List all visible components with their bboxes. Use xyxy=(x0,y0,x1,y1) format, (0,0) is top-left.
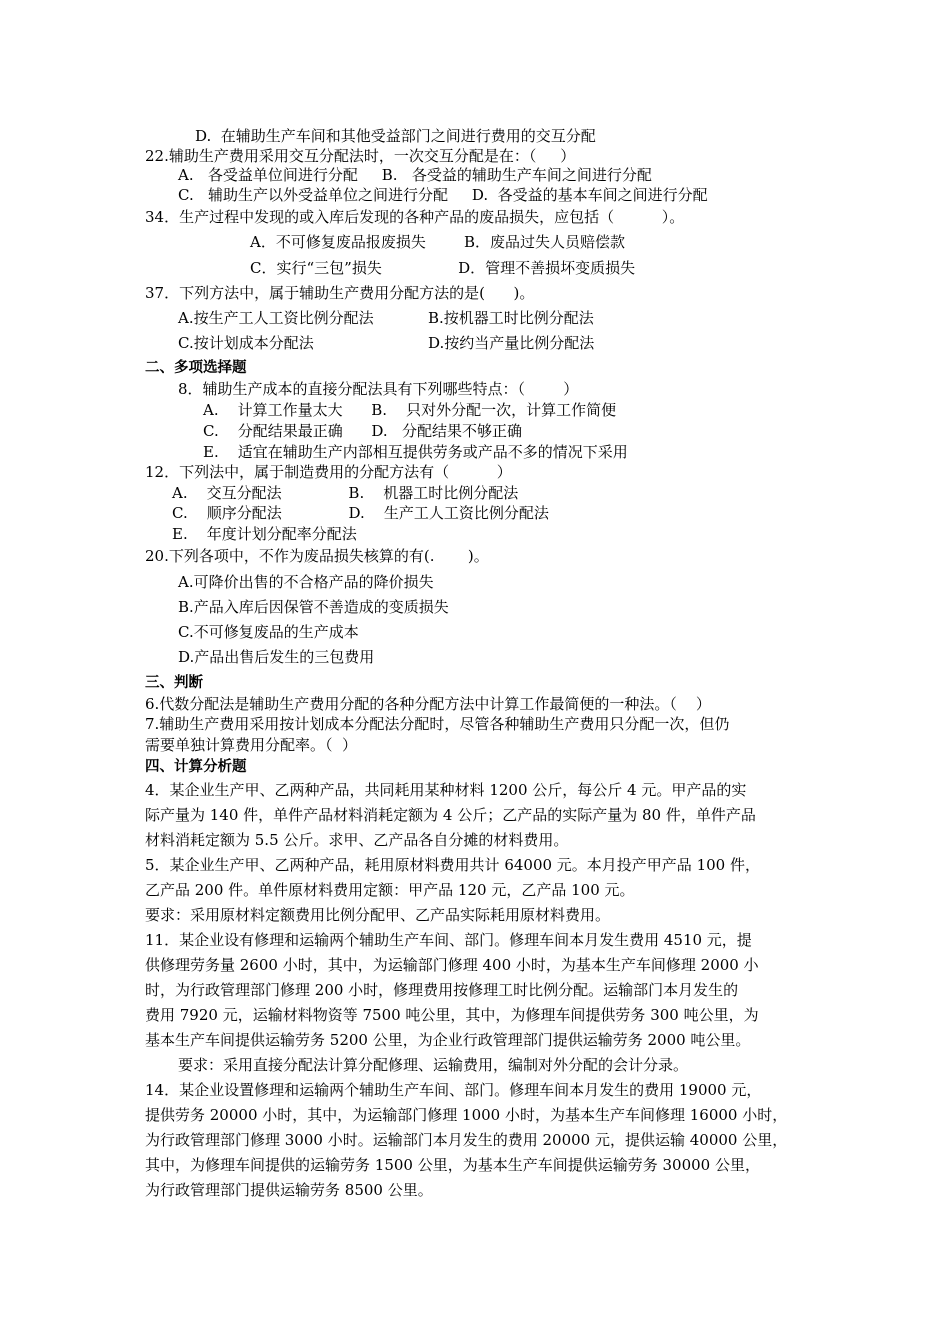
option-line: C. 分配结果最正确 D. 分配结果不够正确 xyxy=(203,422,522,440)
option-line: E. 年度计划分配率分配法 xyxy=(172,525,357,543)
question-line: 22.辅助生产费用采用交互分配法时，一次交互分配是在：（ ） xyxy=(145,147,576,165)
question-line: 20.下列各项中，不作为废品损失核算的有(. )。 xyxy=(145,547,489,565)
option-line: B.产品入库后因保管不善造成的变质损失 xyxy=(178,598,449,616)
option-line: C．实行“三包”损失 D．管理不善损坏变质损失 xyxy=(250,259,636,277)
option-line: C. 辅助生产以外受益单位之间进行分配 D. 各受益的基本车间之间进行分配 xyxy=(178,186,708,204)
paragraph-line: 供修理劳务量 2600 小时，其中，为运输部门修理 400 小时，为基本生产车间修理 2000 小 xyxy=(145,956,759,974)
option-line: C. 顺序分配法 D. 生产工人工资比例分配法 xyxy=(172,504,549,522)
option-line: A. 各受益单位间进行分配 B. 各受益的辅助生产车间之间进行分配 xyxy=(178,166,652,184)
question-line: 7.辅助生产费用采用按计划成本分配法分配时，尽管各种辅助生产费用只分配一次，但仍 xyxy=(145,715,730,733)
paragraph-line: 14．某企业设置修理和运输两个辅助生产车间、部门。修理车间本月发生的费用 19000 元， xyxy=(145,1081,762,1099)
paragraph-line: 提供劳务 20000 小时，其中，为运输部门修理 1000 小时，为基本生产车间修理 16000 小时， xyxy=(145,1106,788,1124)
option-line: B.按机器工时比例分配法 xyxy=(428,309,594,327)
paragraph-line: 基本生产车间提供运输劳务 5200 公里，为企业行政管理部门提供运输劳务 2000 吨公里。 xyxy=(145,1031,751,1049)
section-heading: 二、多项选择题 xyxy=(145,360,247,376)
section-heading: 四、计算分析题 xyxy=(145,759,247,775)
question-line: 37．下列方法中，属于辅助生产费用分配方法的是( )。 xyxy=(145,284,535,302)
section-heading: 三、判断 xyxy=(145,675,203,691)
paragraph-line: 4．某企业生产甲、乙两种产品，共同耗用某种材料 1200 公斤，每公斤 4 元。甲产品的实 xyxy=(145,781,747,799)
paragraph-line: 要求：采用直接分配法计算分配修理、运输费用，编制对外分配的会计分录。 xyxy=(178,1056,689,1074)
option-line: E. 适宜在辅助生产内部相互提供劳务或产品不多的情况下采用 xyxy=(203,443,628,461)
option-line: D.产品出售后发生的三包费用 xyxy=(178,648,375,666)
option-line: D.按约当产量比例分配法 xyxy=(428,334,595,352)
option-line: D. 在辅助生产车间和其他受益部门之间进行费用的交互分配 xyxy=(195,127,596,145)
paragraph-line: 其中，为修理车间提供的运输劳务 1500 公里，为基本生产车间提供运输劳务 30000 公里， xyxy=(145,1156,760,1174)
option-line: A．不可修复废品报废损失 B．废品过失人员赔偿款 xyxy=(250,233,626,251)
paragraph-line: 际产量为 140 件，单件产品材料消耗定额为 4 公斤；乙产品的实际产量为 80 件，单件产品 xyxy=(145,806,756,824)
option-line: A. 交互分配法 B. 机器工时比例分配法 xyxy=(172,484,519,502)
question-line: 8．辅助生产成本的直接分配法具有下列哪些特点：（ ） xyxy=(178,380,579,398)
paragraph-line: 为行政管理部门修理 3000 小时。运输部门本月发生的费用 20000 元，提供运输 40000 公里， xyxy=(145,1131,788,1149)
option-line: A.按生产工人工资比例分配法 xyxy=(178,309,374,327)
question-line: 12．下列法中，属于制造费用的分配方法有（ ） xyxy=(145,463,512,481)
option-line: C.不可修复废品的生产成本 xyxy=(178,623,359,641)
paragraph-line: 11．某企业设有修理和运输两个辅助生产车间、部门。修理车间本月发生费用 4510 元，提 xyxy=(145,931,752,949)
paragraph-line: 费用 7920 元，运输材料物资等 7500 吨公里，其中，为修理车间提供劳务 300 吨公里，为 xyxy=(145,1006,759,1024)
option-line: A. 计算工作量太大 B. 只对外分配一次，计算工作简便 xyxy=(203,401,617,419)
question-line: 34．生产过程中发现的或入库后发现的各种产品的废品损失，应包括（ ）。 xyxy=(145,208,685,226)
option-line: A.可降价出售的不合格产品的降价损失 xyxy=(178,573,434,591)
question-line: 6.代数分配法是辅助生产费用分配的各种分配方法中计算工作最简便的一种法。（ ） xyxy=(145,695,711,713)
paragraph-line: 5．某企业生产甲、乙两种产品，耗用原材料费用共计 64000 元。本月投产甲产品 100 件， xyxy=(145,856,760,874)
paragraph-line: 为行政管理部门提供运输劳务 8500 公里。 xyxy=(145,1181,433,1199)
question-line: 需要单独计算费用分配率。（ ） xyxy=(145,736,358,754)
paragraph-line: 材料消耗定额为 5.5 公斤。求甲、乙产品各自分摊的材料费用。 xyxy=(145,831,569,849)
option-line: C.按计划成本分配法 xyxy=(178,334,314,352)
paragraph-line: 时，为行政管理部门修理 200 小时，修理费用按修理工时比例分配。运输部门本月发生的 xyxy=(145,981,739,999)
paragraph-line: 乙产品 200 件。单件原材料费用定额：甲产品 120 元，乙产品 100 元。 xyxy=(145,881,635,899)
paragraph-line: 要求：采用原材料定额费用比例分配甲、乙产品实际耗用原材料费用。 xyxy=(145,906,611,924)
